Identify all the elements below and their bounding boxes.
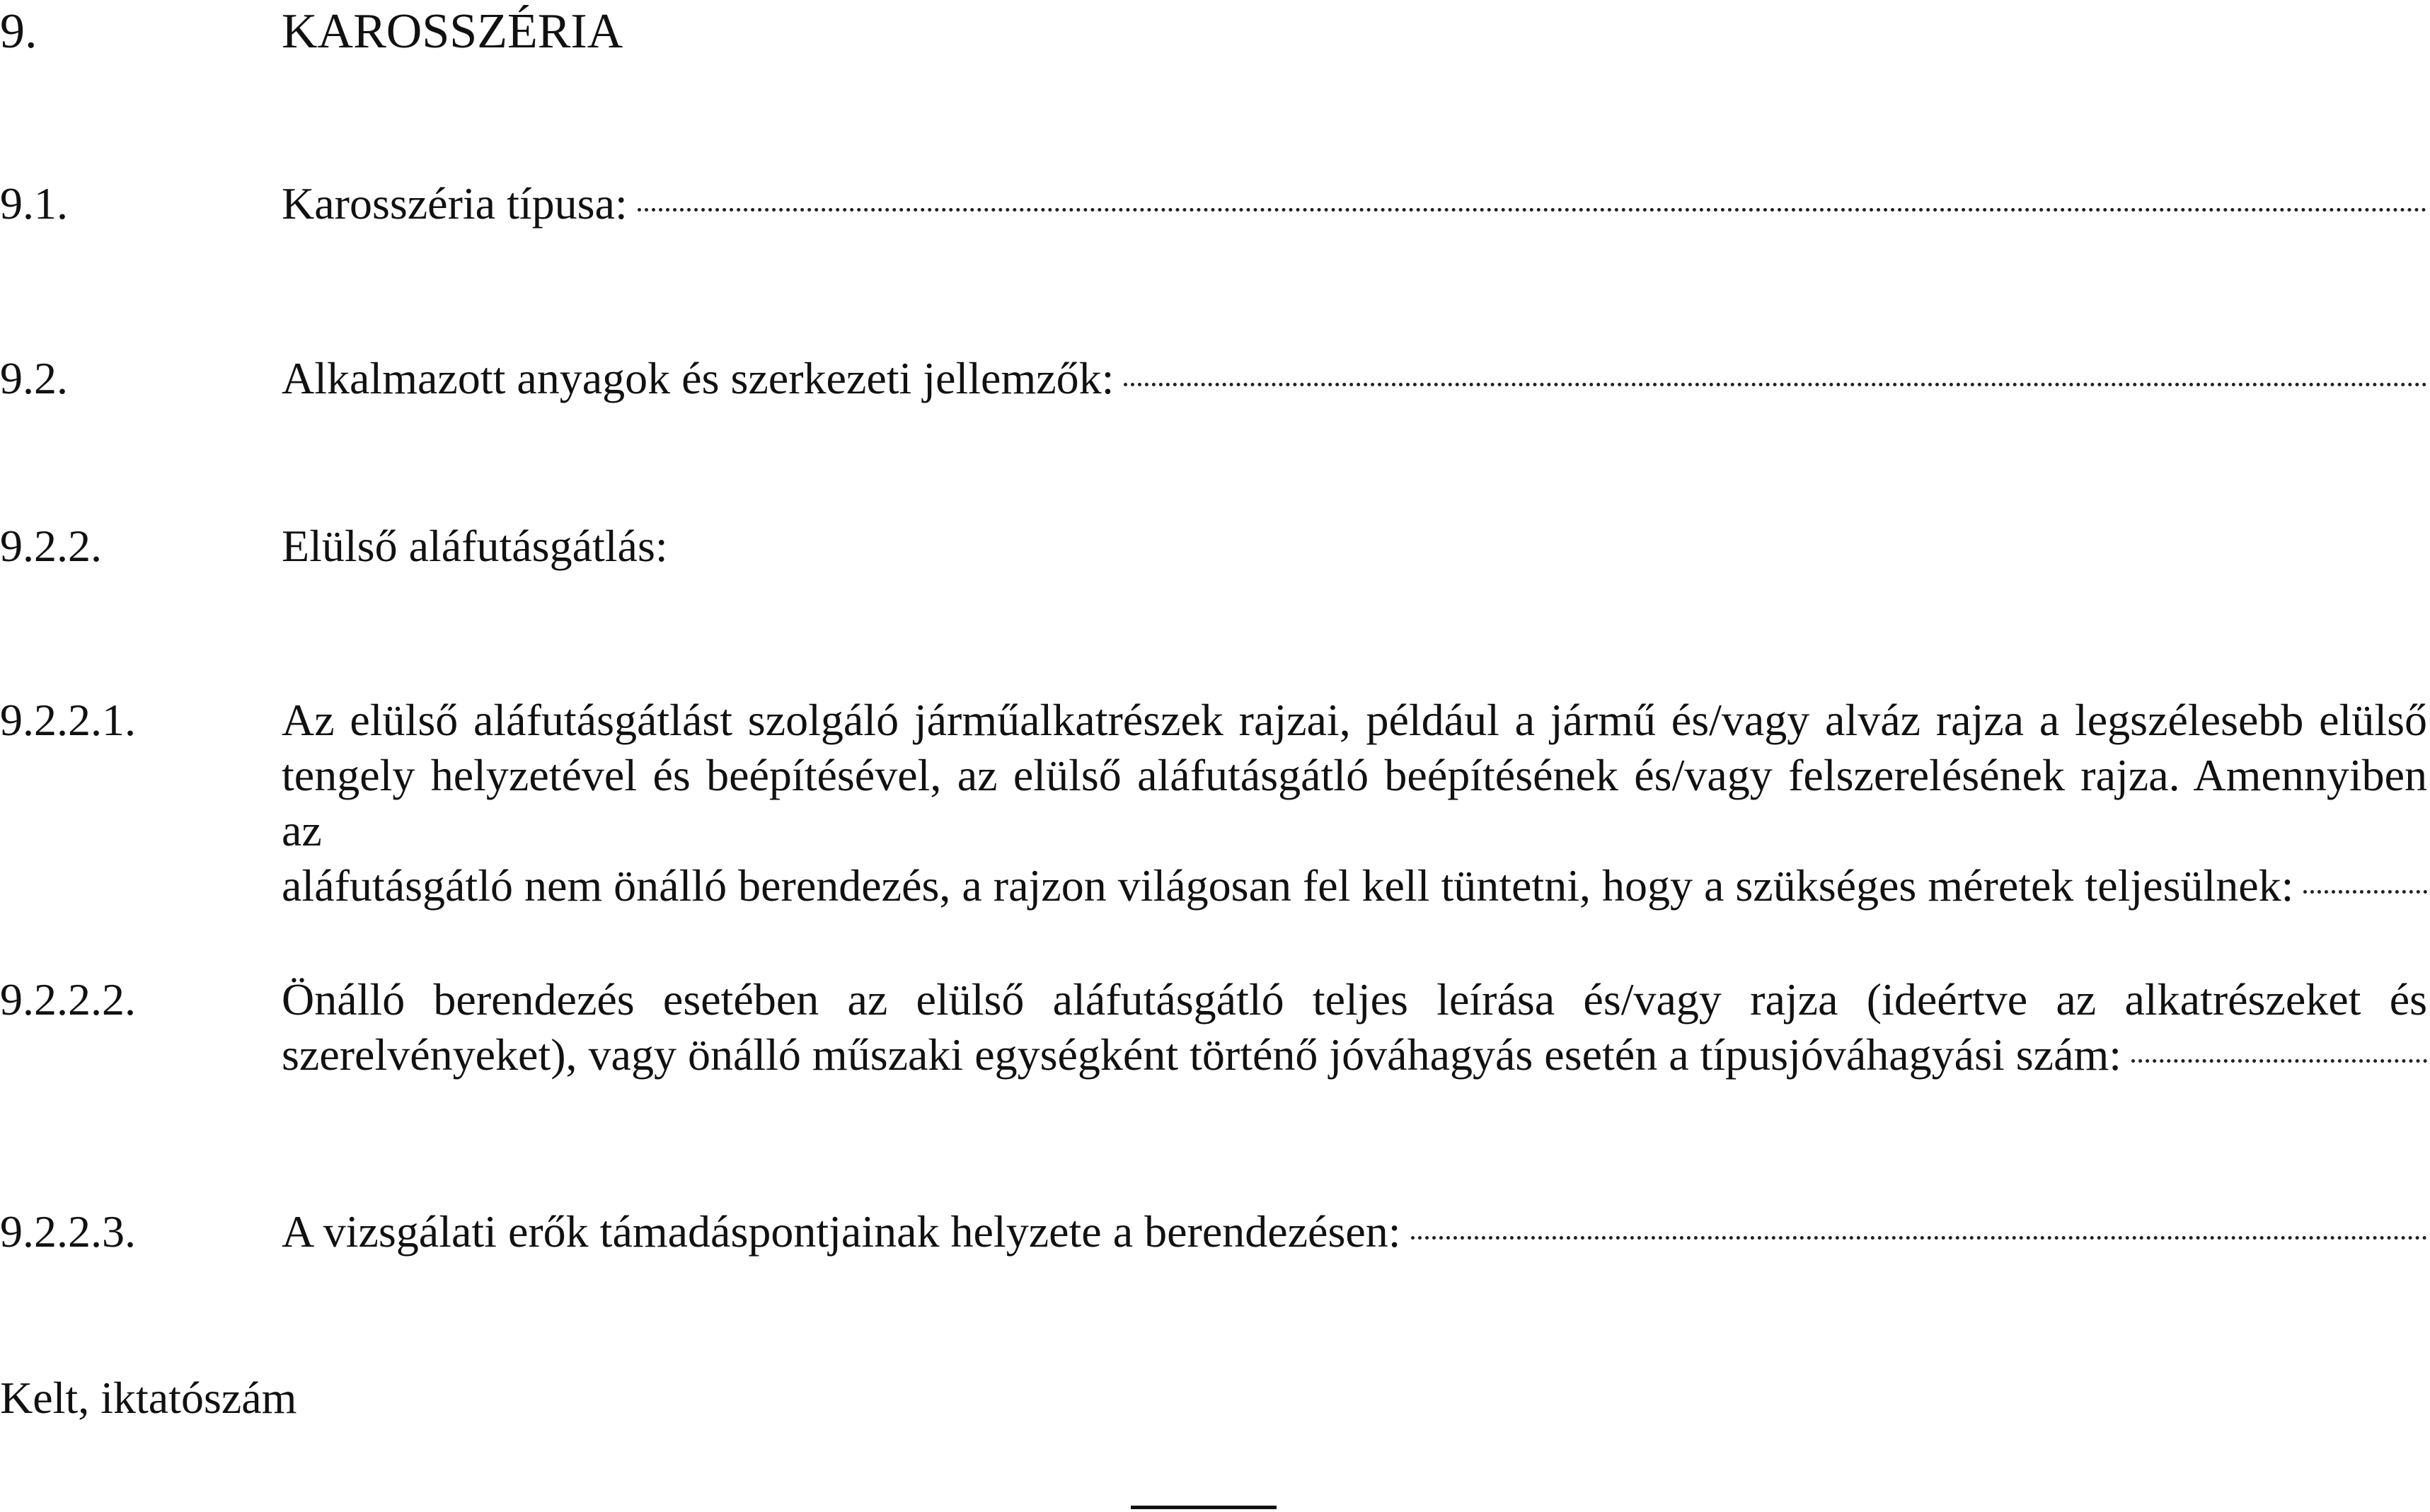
item-label: Elülső aláfutásgátlás: (282, 521, 668, 571)
paragraph-line: aláfutásgátló nem önálló berendezés, a rajzon világosan fel kell tüntetni, hogy a szükséges méretek teljesülnek: (282, 860, 2294, 911)
fill-in-dotted-line[interactable] (1124, 383, 2427, 386)
item-line (282, 351, 2427, 406)
fill-in-dotted-line[interactable] (2303, 890, 2427, 894)
item-number: 9.2. (0, 353, 68, 403)
fill-in-dotted-line[interactable] (638, 208, 2427, 212)
paragraph-line: tengely helyzetével és beépítésével, az elülső aláfutásgátló beépítésének és/vagy felszerelésének rajza. Amennyiben az (282, 750, 2427, 855)
item-number: 9.2.2.3. (0, 1206, 136, 1257)
item-label: Karosszéria típusa: (282, 178, 628, 229)
item-paragraph (282, 972, 2427, 1083)
item-number: 9.2.2.2. (0, 974, 136, 1025)
fill-in-dotted-line[interactable] (1411, 1236, 2427, 1240)
fill-in-dotted-line[interactable] (2131, 1059, 2427, 1063)
item-label: Alkalmazott anyagok és szerkezeti jellemzők: (282, 353, 1115, 403)
footer-rule (1131, 1506, 1277, 1509)
paragraph-line: szerelvényeket), vagy önálló műszaki egységként történő jóváhagyás esetén a típusjóváhagyási szám: (282, 1029, 2122, 1080)
item-number: 9.1. (0, 178, 68, 229)
item-line (282, 1204, 2427, 1259)
paragraph-line: Önálló berendezés esetében az elülső aláfutásgátló teljes leírása és/vagy rajza (ideértve az alkatrészeket és (282, 974, 2427, 1025)
date-reference-label: Kelt, iktatószám (0, 1373, 297, 1423)
item-number: 9.2.2. (0, 521, 102, 571)
item-paragraph (282, 693, 2427, 913)
paragraph-last-line (282, 1027, 2427, 1083)
item-label: A vizsgálati erők támadáspontjainak helyzete a berendezésen: (282, 1206, 1401, 1257)
paragraph-line: Az elülső aláfutásgátlást szolgáló járműalkatrészek rajzai, például a jármű és/vagy alváz rajza a legszélesebb elülső (282, 695, 2427, 745)
section-number: 9. (0, 4, 38, 59)
paragraph-last-line (282, 858, 2427, 913)
item-number: 9.2.2.1. (0, 695, 136, 745)
section-title: KAROSSZÉRIA (282, 4, 623, 59)
item-line (282, 176, 2427, 231)
